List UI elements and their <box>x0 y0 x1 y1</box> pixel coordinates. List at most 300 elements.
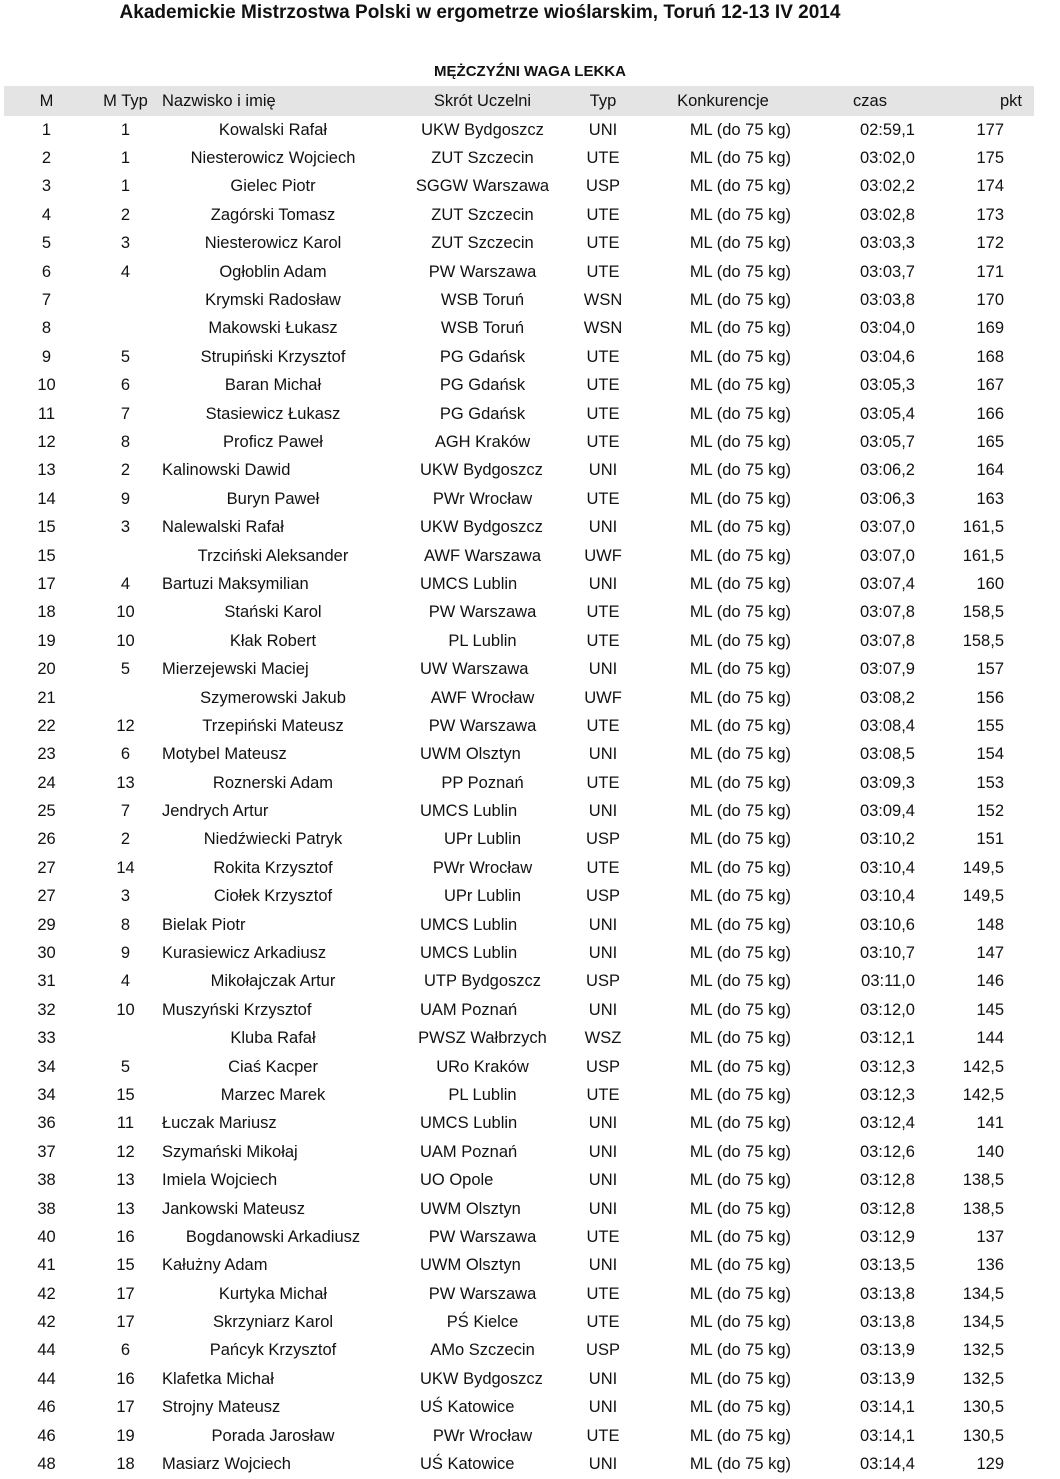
cell-competition: ML (do 75 kg) <box>689 773 791 792</box>
cell-points: 130,5 <box>962 1398 1004 1417</box>
cell-type: UTE <box>586 432 620 451</box>
cell-place: 24 <box>37 773 56 792</box>
cell-competition: ML (do 75 kg) <box>689 660 791 679</box>
cell-university: PG Gdańsk <box>439 347 526 366</box>
cell-time: 03:14,1 <box>859 1426 915 1445</box>
cell-time: 03:02,8 <box>859 205 915 224</box>
cell-university: AWF Wrocław <box>430 688 535 707</box>
cell-time: 03:04,6 <box>859 347 915 366</box>
cell-type: UNI <box>588 518 618 537</box>
cell-name: Klafetka Michał <box>162 1369 274 1388</box>
cell-competition: ML (do 75 kg) <box>689 376 791 395</box>
cell-type-place: 4 <box>120 574 131 593</box>
cell-name: Jankowski Mateusz <box>162 1199 306 1218</box>
table-header-row <box>4 86 1034 116</box>
cell-time: 03:12,3 <box>859 1085 915 1104</box>
cell-points: 173 <box>976 205 1004 224</box>
cell-points: 158,5 <box>962 631 1004 650</box>
cell-points: 154 <box>976 745 1004 764</box>
cell-type: WSN <box>583 319 623 338</box>
header-competition: Konkurencje <box>625 86 795 116</box>
cell-type-place: 5 <box>120 347 131 366</box>
cell-name: Ciołek Krzysztof <box>213 887 333 906</box>
cell-university: UWM Olsztyn <box>420 1256 521 1275</box>
cell-competition: ML (do 75 kg) <box>689 319 791 338</box>
cell-university: PW Warszawa <box>428 1284 537 1303</box>
cell-type-place: 4 <box>120 972 131 991</box>
cell-name: Mikołajczak Artur <box>210 972 336 991</box>
cell-time: 03:05,3 <box>859 376 915 395</box>
cell-place: 44 <box>37 1341 56 1360</box>
cell-time: 03:06,3 <box>859 489 915 508</box>
cell-type: UNI <box>588 915 618 934</box>
cell-competition: ML (do 75 kg) <box>689 858 791 877</box>
cell-time: 03:12,8 <box>859 1171 915 1190</box>
cell-time: 03:12,1 <box>859 1029 915 1048</box>
cell-name: Niesterowicz Karol <box>204 234 342 253</box>
cell-place: 3 <box>41 177 52 196</box>
cell-type-place: 1 <box>120 149 131 168</box>
cell-place: 8 <box>41 319 52 338</box>
cell-place: 20 <box>37 660 56 679</box>
cell-type-place: 3 <box>120 518 131 537</box>
cell-type-place: 8 <box>120 915 131 934</box>
cell-type-place <box>89 315 162 343</box>
header-points: pkt <box>915 86 1034 116</box>
table-row <box>4 457 1034 485</box>
cell-place: 42 <box>37 1284 56 1303</box>
cell-type-place: 4 <box>120 262 131 281</box>
table-row <box>4 939 1034 967</box>
cell-type: UNI <box>588 1142 618 1161</box>
cell-name: Ciaś Kacper <box>228 1057 318 1076</box>
cell-points: 166 <box>976 404 1004 423</box>
table-row <box>4 968 1034 996</box>
cell-type: UTE <box>586 716 620 735</box>
cell-time: 03:12,8 <box>859 1199 915 1218</box>
table-row <box>4 428 1034 456</box>
cell-type-place: 15 <box>116 1085 135 1104</box>
header-name: Nazwisko i imię <box>162 86 384 116</box>
table-row <box>4 854 1034 882</box>
cell-type: UNI <box>588 660 618 679</box>
cell-name: Zagórski Tomasz <box>210 205 336 224</box>
table-row <box>4 1337 1034 1365</box>
cell-type: UNI <box>588 1000 618 1019</box>
cell-type-place: 14 <box>116 858 135 877</box>
cell-type: UNI <box>588 944 618 963</box>
cell-place: 4 <box>41 205 52 224</box>
cell-points: 169 <box>976 319 1004 338</box>
cell-university: ZUT Szczecin <box>431 149 534 168</box>
cell-university: UKW Bydgoszcz <box>420 1369 543 1388</box>
cell-points: 156 <box>976 688 1004 707</box>
cell-university: UPr Lublin <box>443 887 522 906</box>
cell-competition: ML (do 75 kg) <box>689 915 791 934</box>
cell-time: 03:14,4 <box>859 1455 915 1474</box>
cell-time: 03:12,4 <box>859 1114 915 1133</box>
table-row <box>4 599 1034 627</box>
header-m-typ: M Typ <box>89 86 162 116</box>
cell-type-place: 16 <box>116 1369 135 1388</box>
cell-competition: ML (do 75 kg) <box>689 1227 791 1246</box>
table-row <box>4 513 1034 541</box>
cell-type: UTE <box>586 347 620 366</box>
cell-type-place: 17 <box>116 1313 135 1332</box>
table-row <box>4 1394 1034 1422</box>
cell-type-place <box>89 286 162 314</box>
cell-time: 03:07,0 <box>859 518 915 537</box>
cell-university: WSB Toruń <box>440 319 525 338</box>
cell-time: 03:13,5 <box>859 1256 915 1275</box>
cell-type: UNI <box>588 1171 618 1190</box>
cell-type: WSZ <box>584 1029 622 1048</box>
cell-type: UNI <box>588 120 618 139</box>
cell-university: PL Lublin <box>448 1085 517 1104</box>
cell-place: 13 <box>37 461 56 480</box>
cell-type: UWF <box>584 546 622 565</box>
cell-university: AGH Kraków <box>434 432 531 451</box>
cell-points: 144 <box>976 1029 1004 1048</box>
cell-type: WSN <box>583 291 623 310</box>
cell-name: Skrzyniarz Karol <box>212 1313 334 1332</box>
table-row <box>4 1195 1034 1223</box>
cell-competition: ML (do 75 kg) <box>689 262 791 281</box>
cell-type: UTE <box>586 1426 620 1445</box>
cell-place: 23 <box>37 745 56 764</box>
cell-points: 168 <box>976 347 1004 366</box>
cell-competition: ML (do 75 kg) <box>689 745 791 764</box>
cell-competition: ML (do 75 kg) <box>689 688 791 707</box>
cell-name: Rokita Krzysztof <box>213 858 333 877</box>
cell-competition: ML (do 75 kg) <box>689 1284 791 1303</box>
cell-type-place <box>89 1025 162 1053</box>
table-row <box>4 1308 1034 1336</box>
cell-name: Niedźwiecki Patryk <box>203 830 343 849</box>
table-row <box>4 116 1034 144</box>
cell-competition: ML (do 75 kg) <box>689 631 791 650</box>
cell-type: USP <box>586 177 620 196</box>
cell-points: 163 <box>976 489 1004 508</box>
cell-type-place: 10 <box>116 1000 135 1019</box>
cell-type: UTE <box>586 376 620 395</box>
cell-time: 03:04,0 <box>859 319 915 338</box>
cell-type: UWF <box>584 688 622 707</box>
cell-place: 19 <box>37 631 56 650</box>
cell-points: 155 <box>976 716 1004 735</box>
cell-place: 22 <box>37 716 56 735</box>
cell-place: 25 <box>37 802 56 821</box>
cell-type-place: 18 <box>116 1455 135 1474</box>
cell-university: UKW Bydgoszcz <box>420 518 543 537</box>
cell-name: Niesterowicz Wojciech <box>190 149 356 168</box>
table-row <box>4 1166 1034 1194</box>
table-row <box>4 286 1034 314</box>
cell-points: 146 <box>976 972 1004 991</box>
table-row <box>4 1422 1034 1450</box>
cell-competition: ML (do 75 kg) <box>689 1426 791 1445</box>
cell-type-place: 1 <box>120 177 131 196</box>
cell-points: 148 <box>976 915 1004 934</box>
cell-place: 31 <box>37 972 56 991</box>
table-row <box>4 911 1034 939</box>
table-row <box>4 230 1034 258</box>
cell-points: 161,5 <box>962 518 1004 537</box>
cell-place: 17 <box>37 574 56 593</box>
cell-competition: ML (do 75 kg) <box>689 1455 791 1474</box>
table-row <box>4 1450 1034 1478</box>
cell-name: Trzepiński Mateusz <box>202 716 344 735</box>
cell-place: 14 <box>37 489 56 508</box>
cell-points: 145 <box>976 1000 1004 1019</box>
cell-points: 140 <box>976 1142 1004 1161</box>
cell-name: Buryn Paweł <box>226 489 320 508</box>
cell-type-place: 11 <box>116 1114 135 1133</box>
cell-type-place: 7 <box>120 404 131 423</box>
cell-points: 137 <box>976 1227 1004 1246</box>
cell-place: 46 <box>37 1426 56 1445</box>
cell-points: 138,5 <box>962 1199 1004 1218</box>
cell-university: PWr Wrocław <box>432 1426 533 1445</box>
table-row <box>4 1110 1034 1138</box>
cell-points: 177 <box>976 120 1004 139</box>
cell-type: USP <box>586 972 620 991</box>
cell-name: Strupiński Krzysztof <box>200 347 346 366</box>
cell-type-place: 10 <box>116 631 135 650</box>
cell-points: 147 <box>976 944 1004 963</box>
cell-name: Kurtyka Michał <box>218 1284 328 1303</box>
cell-competition: ML (do 75 kg) <box>689 234 791 253</box>
cell-type: UTE <box>586 149 620 168</box>
cell-type: UTE <box>586 1313 620 1332</box>
table-row <box>4 655 1034 683</box>
cell-time: 03:07,4 <box>859 574 915 593</box>
cell-competition: ML (do 75 kg) <box>689 1085 791 1104</box>
cell-name: Bogdanowski Arkadiusz <box>185 1227 361 1246</box>
cell-type: UTE <box>586 262 620 281</box>
cell-name: Bielak Piotr <box>162 915 246 934</box>
cell-name: Kowalski Rafał <box>218 120 328 139</box>
table-row <box>4 996 1034 1024</box>
cell-type: UTE <box>586 858 620 877</box>
cell-name: Szymański Mikołaj <box>162 1142 298 1161</box>
cell-name: Baran Michał <box>224 376 322 395</box>
cell-points: 138,5 <box>962 1171 1004 1190</box>
cell-university: PŚ Kielce <box>446 1313 519 1332</box>
table-row <box>4 173 1034 201</box>
cell-type-place: 13 <box>116 1199 135 1218</box>
cell-competition: ML (do 75 kg) <box>689 177 791 196</box>
table-row <box>4 627 1034 655</box>
cell-university: SGGW Warszawa <box>415 177 550 196</box>
cell-competition: ML (do 75 kg) <box>689 432 791 451</box>
cell-competition: ML (do 75 kg) <box>689 716 791 735</box>
document-title: Akademickie Mistrzostwa Polski w ergometrze wioślarskim, Toruń 12-13 IV 2014 <box>119 2 841 23</box>
cell-time: 03:07,0 <box>859 546 915 565</box>
cell-university: URo Kraków <box>436 1057 529 1076</box>
cell-type-place: 6 <box>120 745 131 764</box>
cell-competition: ML (do 75 kg) <box>689 518 791 537</box>
cell-type: USP <box>586 830 620 849</box>
cell-type-place: 9 <box>120 489 131 508</box>
cell-name: Kluba Rafał <box>230 1029 316 1048</box>
cell-type-place: 3 <box>120 234 131 253</box>
cell-type-place: 5 <box>120 660 131 679</box>
cell-university: ZUT Szczecin <box>431 205 534 224</box>
cell-points: 161,5 <box>962 546 1004 565</box>
cell-place: 36 <box>37 1114 56 1133</box>
cell-name: Motybel Mateusz <box>162 745 287 764</box>
cell-name: Imiela Wojciech <box>162 1171 278 1190</box>
cell-type-place: 13 <box>116 1171 135 1190</box>
cell-type-place: 2 <box>120 205 131 224</box>
cell-time: 03:03,8 <box>859 291 915 310</box>
header-type: Typ <box>581 86 625 116</box>
cell-type-place: 10 <box>116 603 135 622</box>
cell-points: 129 <box>976 1455 1004 1474</box>
cell-type-place: 2 <box>120 461 131 480</box>
cell-university: PW Warszawa <box>428 262 537 281</box>
cell-competition: ML (do 75 kg) <box>689 1057 791 1076</box>
cell-university: PW Warszawa <box>428 716 537 735</box>
cell-name: Muszyński Krzysztof <box>162 1000 312 1019</box>
cell-type: UTE <box>586 773 620 792</box>
cell-university: PWr Wrocław <box>432 858 533 877</box>
cell-place: 5 <box>41 234 52 253</box>
cell-time: 03:10,4 <box>859 858 915 877</box>
cell-time: 03:08,2 <box>859 688 915 707</box>
cell-name: Masiarz Wojciech <box>162 1455 291 1474</box>
cell-university: UKW Bydgoszcz <box>420 461 543 480</box>
cell-competition: ML (do 75 kg) <box>689 830 791 849</box>
cell-time: 03:07,8 <box>859 631 915 650</box>
cell-type-place: 19 <box>116 1426 135 1445</box>
table-row <box>4 826 1034 854</box>
cell-place: 34 <box>37 1057 56 1076</box>
cell-time: 03:02,0 <box>859 149 915 168</box>
table-row <box>4 372 1034 400</box>
cell-type: USP <box>586 1057 620 1076</box>
header-university: Skrót Uczelni <box>384 86 581 116</box>
cell-time: 03:13,9 <box>859 1369 915 1388</box>
cell-place: 40 <box>37 1227 56 1246</box>
cell-competition: ML (do 75 kg) <box>689 1199 791 1218</box>
cell-type: UTE <box>586 234 620 253</box>
cell-competition: ML (do 75 kg) <box>689 1313 791 1332</box>
cell-place: 32 <box>37 1000 56 1019</box>
cell-time: 03:11,0 <box>861 972 915 991</box>
cell-name: Strojny Mateusz <box>162 1398 281 1417</box>
cell-time: 03:07,9 <box>859 660 915 679</box>
table-row <box>4 1138 1034 1166</box>
cell-place: 48 <box>37 1455 56 1474</box>
cell-university: PG Gdańsk <box>439 404 526 423</box>
cell-name: Bartuzi Maksymilian <box>162 574 309 593</box>
results-table <box>4 86 1034 1479</box>
cell-points: 167 <box>976 376 1004 395</box>
cell-competition: ML (do 75 kg) <box>689 120 791 139</box>
cell-type-place: 16 <box>116 1227 135 1246</box>
cell-university: PWSZ Wałbrzych <box>418 1029 547 1048</box>
table-row <box>4 741 1034 769</box>
cell-place: 12 <box>37 432 56 451</box>
cell-time: 03:09,4 <box>859 802 915 821</box>
table-row <box>4 258 1034 286</box>
cell-competition: ML (do 75 kg) <box>689 291 791 310</box>
cell-type-place: 1 <box>120 120 131 139</box>
cell-university: PW Warszawa <box>428 603 537 622</box>
cell-place: 15 <box>37 546 56 565</box>
cell-place: 6 <box>41 262 52 281</box>
cell-points: 152 <box>976 802 1004 821</box>
cell-points: 175 <box>976 149 1004 168</box>
cell-place: 44 <box>37 1369 56 1388</box>
cell-time: 03:12,3 <box>859 1057 915 1076</box>
cell-place: 27 <box>37 858 56 877</box>
cell-points: 149,5 <box>962 887 1004 906</box>
cell-type-place: 8 <box>120 432 131 451</box>
cell-type: UNI <box>588 1455 618 1474</box>
cell-university: UMCS Lublin <box>420 1114 518 1133</box>
cell-place: 29 <box>37 915 56 934</box>
cell-type: UNI <box>588 1398 618 1417</box>
cell-points: 153 <box>976 773 1004 792</box>
cell-type-place: 6 <box>120 376 131 395</box>
cell-name: Szymerowski Jakub <box>200 688 346 707</box>
cell-competition: ML (do 75 kg) <box>689 574 791 593</box>
cell-name: Mierzejewski Maciej <box>162 660 309 679</box>
table-row <box>4 201 1034 229</box>
cell-place: 15 <box>37 518 56 537</box>
table-row <box>4 883 1034 911</box>
cell-university: PG Gdańsk <box>439 376 526 395</box>
cell-points: 132,5 <box>962 1341 1004 1360</box>
table-row <box>4 1081 1034 1109</box>
cell-university: UTP Bydgoszcz <box>423 972 542 991</box>
cell-points: 164 <box>976 461 1004 480</box>
cell-competition: ML (do 75 kg) <box>689 205 791 224</box>
cell-time: 03:14,1 <box>859 1398 915 1417</box>
table-row <box>4 570 1034 598</box>
cell-type: UTE <box>586 1284 620 1303</box>
cell-time: 03:13,8 <box>859 1313 915 1332</box>
cell-university: UMCS Lublin <box>420 802 518 821</box>
table-row <box>4 712 1034 740</box>
cell-points: 141 <box>976 1114 1004 1133</box>
table-row <box>4 797 1034 825</box>
cell-type-place: 6 <box>120 1341 131 1360</box>
cell-name: Roznerski Adam <box>212 773 334 792</box>
table-row <box>4 1280 1034 1308</box>
cell-competition: ML (do 75 kg) <box>689 489 791 508</box>
cell-university: WSB Toruń <box>440 291 525 310</box>
cell-type: USP <box>586 887 620 906</box>
cell-time: 03:07,8 <box>859 603 915 622</box>
cell-competition: ML (do 75 kg) <box>689 461 791 480</box>
cell-place: 10 <box>37 376 56 395</box>
cell-points: 134,5 <box>962 1313 1004 1332</box>
cell-name: Gielec Piotr <box>230 177 316 196</box>
cell-time: 03:06,2 <box>859 461 915 480</box>
cell-points: 142,5 <box>962 1057 1004 1076</box>
cell-type: UTE <box>586 404 620 423</box>
cell-type: UNI <box>588 1199 618 1218</box>
table-row <box>4 485 1034 513</box>
cell-name: Łuczak Mariusz <box>162 1114 277 1133</box>
cell-name: Kałużny Adam <box>162 1256 268 1275</box>
cell-time: 03:03,7 <box>859 262 915 281</box>
cell-competition: ML (do 75 kg) <box>689 1142 791 1161</box>
